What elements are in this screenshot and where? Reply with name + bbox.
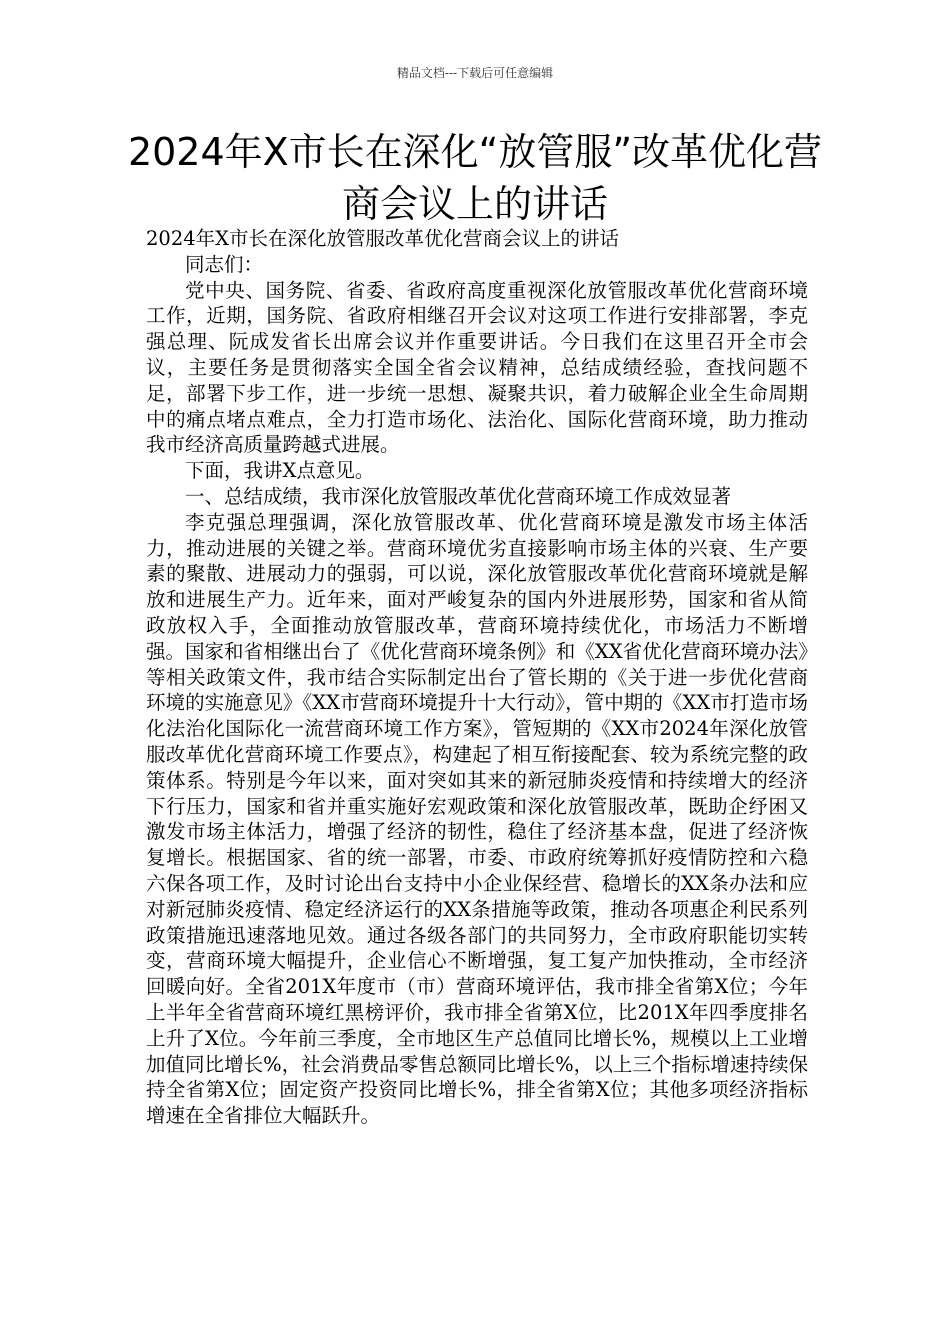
paragraph: 李克强总理强调，深化放管服改革、优化营商环境是激发市场主体活力，推动进展的关键之举。营商环境优劣直接影响市场主体的兴衰、生产要素的聚散、进展动力的强弱，可以说，深化放管服改革优化营商环境就是解放和进展生产力。近年来，面对严峻复杂的国内外进展形势，国家和省从简政放权入手，全面推动放管服改革，营商环境持续优化，市场活力不断增强。国家和省相继出台了《优化营商环境条例》和《XX省优化营商环境办法》等相关政策文件，我市结合实际制定出台了管长期的《关于进一步优化营商环境的实施意见》《XX市营商环境提升十大行动》，管中期的《XX市打造市场化法治化国际化一流营商环境工作方案》，管短期的《XX市2024年深化放管服改革优化营商环境工作要点》，构建起了相互衔接配套、较为系统完整的政策体系。特别是今年以来，面对突如其来的新冠肺炎疫情和持续增大的经济下行压力，国家和省并重实施好宏观政策和深化放管服改革，既助企纾困又激发市场主体活力，增强了经济的韧性，稳住了经济基本盘，促进了经济恢复增长。根据国家、省的统一部署，市委、市政府统筹抓好疫情防控和六稳六保各项工作，及时讨论出台支持中小企业保经营、稳增长的XX条办法和应对新冠肺炎疫情、稳定经济运行的XX条措施等政策，推动各项惠企利民系列政策措施迅速落地见效。通过各级各部门的共同努力，全市政府职能切实转变，营商环境大幅提升，企业信心不断增强，复工复产加快推动，全市经济回暖向好。全省201X年度市（市）营商环境评估，我市排全省第X位；今年上半年全省营商环境红黑榜评价，我市排全省第X位，比201X年四季度排名上升了X位。今年前三季度，全市地区生产总值同比增长%，规模以上工业增加值同比增长%，社会消费品零售总额同比增长%，以上三个指标增速持续保持全省第X位；固定资产投资同比增长%，排全省第X位；其他多项经济指标增速在全省排位大幅跃升。: [146, 510, 808, 1128]
document-title: 2024年X市长在深化“放管服”改革优化营商会议上的讲话: [127, 130, 823, 226]
section-heading: 一、总结成绩，我市深化放管服改革优化营商环境工作成效显著: [185, 484, 732, 508]
salutation: 同志们：: [185, 252, 264, 276]
header-note: 精品文档---下载后可任意编辑: [396, 66, 554, 80]
document-body: [146, 226, 808, 1129]
paragraph: 下面，我讲X点意见。: [185, 459, 375, 483]
paragraph: 党中央、国务院、省委、省政府高度重视深化放管服改革优化营商环境工作，近期，国务院、省政府相继召开会议对这项工作进行安排部署，李克强总理、阮成发省长出席会议并作重要讲话。今日我们在这里召开全市会议，主要任务是贯彻落实全国全省会议精神，总结成绩经验，查找问题不足，部署下步工作，进一步统一思想、凝聚共识，着力破解企业全生命周期中的痛点堵点难点，全力打造市场化、法治化、国际化营商环境，助力推动我市经济高质量跨越式进展。: [146, 278, 808, 457]
subtitle-line: 2024年X市长在深化放管服改革优化营商会议上的讲话: [146, 227, 620, 250]
